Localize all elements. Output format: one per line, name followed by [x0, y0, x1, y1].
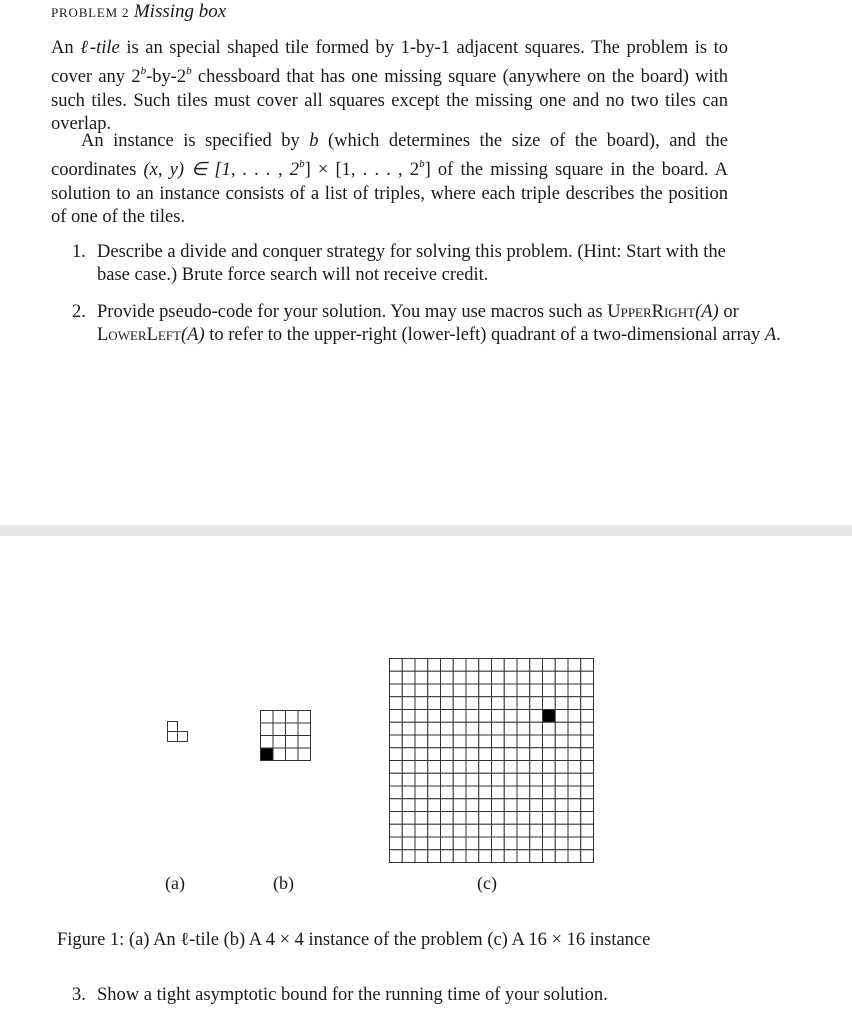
board-square: [261, 723, 274, 736]
board-square: [453, 722, 466, 735]
board-square: [402, 722, 415, 735]
missing-square: [261, 748, 274, 761]
board-square: [415, 722, 428, 735]
board-square: [402, 812, 415, 825]
board-square: [530, 812, 543, 825]
board-square: [415, 710, 428, 723]
board-square: [441, 671, 454, 684]
board-square: [390, 684, 403, 697]
board-square: [402, 659, 415, 672]
board-square: [441, 684, 454, 697]
board-square: [466, 786, 479, 799]
board-square: [453, 710, 466, 723]
board-square: [390, 735, 403, 748]
board-square: [492, 773, 505, 786]
board-square: [479, 850, 492, 863]
board-square: [568, 735, 581, 748]
board-square: [479, 697, 492, 710]
board-square: [466, 735, 479, 748]
board-square: [415, 824, 428, 837]
board-square: [555, 824, 568, 837]
board-square: [441, 837, 454, 850]
board-square: [517, 824, 530, 837]
board-square: [492, 850, 505, 863]
board-square: [517, 722, 530, 735]
board-square: [479, 761, 492, 774]
board-square: [568, 786, 581, 799]
board-square: [504, 710, 517, 723]
board-square: [286, 748, 299, 761]
board-square: [286, 723, 299, 736]
board-square: [517, 735, 530, 748]
board-square: [568, 748, 581, 761]
problem-title: Missing box: [133, 1, 227, 22]
board-square: [402, 761, 415, 774]
board-square: [581, 659, 594, 672]
board-square: [555, 722, 568, 735]
board-square: [517, 799, 530, 812]
board-square: [390, 786, 403, 799]
board-square: [568, 773, 581, 786]
board-square: [441, 786, 454, 799]
board-square: [517, 761, 530, 774]
board-square: [441, 773, 454, 786]
board-square: [555, 659, 568, 672]
board-square: [555, 837, 568, 850]
board-square: [402, 786, 415, 799]
board-square: [390, 722, 403, 735]
board-square: [466, 710, 479, 723]
board-square: [441, 812, 454, 825]
board-square: [492, 761, 505, 774]
board-square: [492, 735, 505, 748]
board-square: [428, 761, 441, 774]
board-square: [492, 710, 505, 723]
board-square: [568, 799, 581, 812]
board-square: [479, 773, 492, 786]
board-square: [581, 824, 594, 837]
board-square: [453, 659, 466, 672]
board-square: [453, 697, 466, 710]
board-square: [492, 748, 505, 761]
board-square: [402, 824, 415, 837]
board-square: [479, 824, 492, 837]
board-square: [555, 735, 568, 748]
macro-lower-left: LowerLeft: [97, 325, 181, 346]
board-square: [581, 850, 594, 863]
coords-expr: (x, y) ∈ [1, . . . , $2^b] \times [1$, . . . , 2$^b$]: [143, 158, 431, 181]
board-size-expr: 2$^b$-by-2$^b$: [131, 65, 192, 88]
board-square: [581, 812, 594, 825]
board-square: [581, 697, 594, 710]
board-square: [286, 736, 299, 749]
board-square: [453, 761, 466, 774]
board-square: [390, 697, 403, 710]
board-square: [568, 824, 581, 837]
board-square: [453, 671, 466, 684]
board-square: [466, 812, 479, 825]
board-square: [428, 812, 441, 825]
board-square: [466, 773, 479, 786]
board-square: [428, 799, 441, 812]
board-square: [543, 773, 556, 786]
board-square: [504, 799, 517, 812]
board-square: [543, 799, 556, 812]
board-square: [273, 748, 286, 761]
board-square: [581, 748, 594, 761]
board-square: [453, 850, 466, 863]
board-square: [415, 671, 428, 684]
board-square: [479, 710, 492, 723]
board-square: [390, 799, 403, 812]
board-square: [466, 761, 479, 774]
board-square: [415, 850, 428, 863]
board-square: [261, 736, 274, 749]
board-square: [466, 722, 479, 735]
board-square: [415, 786, 428, 799]
board-square: [581, 773, 594, 786]
board-square: [441, 697, 454, 710]
board-square: [479, 799, 492, 812]
board-square: [555, 812, 568, 825]
board-square: [530, 837, 543, 850]
board-square: [428, 684, 441, 697]
board-square: [504, 722, 517, 735]
board-square: [517, 710, 530, 723]
board-square: [479, 812, 492, 825]
board-square: [492, 659, 505, 672]
board-square: [428, 850, 441, 863]
board-square: [298, 736, 311, 749]
board-square: [581, 761, 594, 774]
board-square: [479, 659, 492, 672]
board-square: [492, 824, 505, 837]
board-square: [415, 799, 428, 812]
board-square: [568, 812, 581, 825]
board-square: [479, 684, 492, 697]
board-square: [441, 722, 454, 735]
board-square: [479, 786, 492, 799]
board-square: [390, 837, 403, 850]
board-square: [581, 671, 594, 684]
board-square: [428, 671, 441, 684]
board-square: [555, 761, 568, 774]
l-tile-square: [178, 732, 188, 742]
board-square: [390, 659, 403, 672]
board-square: [479, 735, 492, 748]
board-square: [428, 659, 441, 672]
board-square: [402, 710, 415, 723]
missing-square: [543, 710, 556, 723]
board-square: [390, 812, 403, 825]
board-square: [517, 659, 530, 672]
board-square: [530, 761, 543, 774]
board-square: [504, 671, 517, 684]
board-square: [479, 671, 492, 684]
board-square: [517, 684, 530, 697]
board-square: [530, 824, 543, 837]
board-square: [543, 659, 556, 672]
board-square: [441, 850, 454, 863]
board-square: [530, 671, 543, 684]
board-square: [453, 812, 466, 825]
board-square: [530, 697, 543, 710]
board-square: [504, 850, 517, 863]
board-square: [568, 671, 581, 684]
board-square: [530, 850, 543, 863]
list-item-1: 1. Describe a divide and conquer strategy for solving this problem. (Hint: Start with the base case.) Brute force search will not receive credit.: [72, 242, 726, 286]
board-square: [581, 799, 594, 812]
board-square: [479, 837, 492, 850]
board-square: [441, 735, 454, 748]
board-square: [517, 812, 530, 825]
board-square: [453, 684, 466, 697]
board-square: [273, 723, 286, 736]
board-square: [453, 799, 466, 812]
term-l-tile: ℓ-tile: [80, 38, 120, 58]
board-square: [402, 684, 415, 697]
board-square: [543, 786, 556, 799]
board-square: [466, 837, 479, 850]
board-square: [441, 710, 454, 723]
board-square: [543, 748, 556, 761]
board-square: [555, 684, 568, 697]
figure-label-c: (c): [477, 873, 497, 893]
board-square: [402, 850, 415, 863]
board-square: [555, 671, 568, 684]
board-square: [530, 722, 543, 735]
board-square: [517, 837, 530, 850]
board-square: [390, 761, 403, 774]
board-square: [492, 684, 505, 697]
board-square: [453, 773, 466, 786]
board-square: [428, 773, 441, 786]
board-square: [415, 773, 428, 786]
board-square: [479, 722, 492, 735]
board-square: [568, 684, 581, 697]
board-square: [298, 711, 311, 724]
board-square: [402, 735, 415, 748]
board-square: [492, 671, 505, 684]
board-square: [402, 799, 415, 812]
board-square: [415, 735, 428, 748]
board-square: [492, 799, 505, 812]
board-square: [466, 824, 479, 837]
board-square: [517, 697, 530, 710]
board-square: [543, 837, 556, 850]
board-square: [415, 684, 428, 697]
board-square: [402, 773, 415, 786]
board-square: [555, 786, 568, 799]
board-square: [492, 812, 505, 825]
board-square: [415, 659, 428, 672]
board-square: [530, 773, 543, 786]
board-square: [390, 671, 403, 684]
board-square: [543, 722, 556, 735]
l-tile-square: [168, 722, 178, 732]
board-square: [492, 697, 505, 710]
board-square: [402, 671, 415, 684]
board-square: [492, 786, 505, 799]
board-square: [390, 773, 403, 786]
board-square: [543, 824, 556, 837]
board-square: [504, 761, 517, 774]
figure-caption: Figure 1: (a) An ℓ-tile (b) A 4 × 4 instance of the problem (c) A 16 × 16 instance: [57, 930, 651, 950]
board-square: [581, 786, 594, 799]
board-square: [402, 837, 415, 850]
board-square: [555, 710, 568, 723]
board-square: [466, 799, 479, 812]
board-square: [415, 761, 428, 774]
problem-heading: [51, 1, 226, 23]
board-square: [517, 748, 530, 761]
board-square: [555, 697, 568, 710]
board-square: [568, 761, 581, 774]
board-square: [504, 735, 517, 748]
board-square: [568, 697, 581, 710]
l-tile-square: [168, 732, 178, 742]
board-square: [504, 697, 517, 710]
board-square: [530, 659, 543, 672]
board-square: [428, 748, 441, 761]
board-square: [479, 748, 492, 761]
board-square: [555, 773, 568, 786]
board-square: [466, 684, 479, 697]
board-square: [581, 684, 594, 697]
board-square: [453, 735, 466, 748]
board-square: [428, 837, 441, 850]
board-square: [555, 799, 568, 812]
board-square: [530, 684, 543, 697]
board-square: [492, 722, 505, 735]
board-square: [453, 748, 466, 761]
board-square: [581, 722, 594, 735]
board-square: [453, 824, 466, 837]
board-square: [466, 659, 479, 672]
board-square: [568, 710, 581, 723]
board-square: [568, 659, 581, 672]
board-square: [415, 812, 428, 825]
list-item-3: 3. Show a tight asymptotic bound for the running time of your solution.: [72, 985, 608, 1005]
board-square: [504, 812, 517, 825]
board-square: [581, 735, 594, 748]
board-square: [555, 850, 568, 863]
board-square: [543, 735, 556, 748]
board-square: [298, 748, 311, 761]
board-square: [530, 786, 543, 799]
board-square: [261, 711, 274, 724]
board-square: [504, 773, 517, 786]
board-square: [504, 659, 517, 672]
board-square: [441, 824, 454, 837]
board-square: [530, 735, 543, 748]
board-square: [543, 812, 556, 825]
board-square: [543, 697, 556, 710]
intro-paragraph-2: An instance is specified by b (which determines the size of the board), and the coordinates (x, y) ∈ [1, . . . , $2^b] \times [1$, . . . , 2$^b$] of the missing square in the board. A solution to an instance consists of a list of triples, where each triple describes the position of one of the tiles.: [51, 131, 728, 227]
board-square: [441, 659, 454, 672]
board-square: [415, 837, 428, 850]
macro-upper-right: UpperRight: [607, 302, 696, 322]
board-square: [415, 748, 428, 761]
board-square: [517, 850, 530, 863]
board-square: [453, 837, 466, 850]
board-square: [568, 837, 581, 850]
board-4x4: [259, 709, 315, 761]
board-square: [390, 710, 403, 723]
board-square: [273, 736, 286, 749]
board-square: [581, 837, 594, 850]
board-square: [581, 710, 594, 723]
board-square: [555, 748, 568, 761]
board-square: [517, 773, 530, 786]
l-tile-figure: [164, 718, 194, 748]
board-square: [530, 799, 543, 812]
board-square: [428, 824, 441, 837]
board-square: [543, 671, 556, 684]
board-square: [504, 786, 517, 799]
board-square: [517, 671, 530, 684]
board-square: [441, 799, 454, 812]
board-square: [466, 671, 479, 684]
problem-label: PROBLEM 2: [51, 5, 130, 20]
figure-label-b: (b): [273, 873, 294, 893]
board-square: [402, 697, 415, 710]
board-square: [543, 761, 556, 774]
board-square: [428, 697, 441, 710]
board-square: [390, 850, 403, 863]
board-square: [504, 748, 517, 761]
page-divider: [0, 525, 852, 536]
board-square: [530, 710, 543, 723]
intro-paragraph-1: An ℓ-tile is an special shaped tile formed by 1-by-1 adjacent squares. The problem is to cover any 2$^b$-by-2$^b$ chessboard that has one missing square (anywhere on the board) with such tiles. Such tiles must cover all squares except the missing one and no two tiles can overlap.: [51, 38, 729, 134]
figure-label-a: (a): [165, 873, 185, 893]
board-square: [504, 684, 517, 697]
board-square: [428, 786, 441, 799]
board-square: [568, 850, 581, 863]
board-square: [466, 850, 479, 863]
board-square: [453, 786, 466, 799]
board-square: [543, 684, 556, 697]
board-square: [428, 722, 441, 735]
board-square: [390, 824, 403, 837]
board-square: [298, 723, 311, 736]
board-square: [504, 837, 517, 850]
board-square: [466, 748, 479, 761]
board-square: [441, 761, 454, 774]
board-square: [441, 748, 454, 761]
board-square: [402, 748, 415, 761]
board-square: [530, 748, 543, 761]
board-square: [273, 711, 286, 724]
board-square: [517, 786, 530, 799]
board-square: [492, 837, 505, 850]
board-square: [390, 748, 403, 761]
list-item-2: 2. Provide pseudo-code for your solution. You may use macros such as UpperRight(A) or LowerLeft(A) to refer to the upper-right (lower-left) quadrant of a two-dimensional array A.: [72, 302, 781, 346]
board-16x16: [388, 657, 595, 864]
board-square: [504, 824, 517, 837]
board-square: [415, 697, 428, 710]
board-square: [286, 711, 299, 724]
board-square: [466, 697, 479, 710]
board-square: [568, 722, 581, 735]
board-square: [543, 850, 556, 863]
board-square: [428, 710, 441, 723]
board-square: [428, 735, 441, 748]
